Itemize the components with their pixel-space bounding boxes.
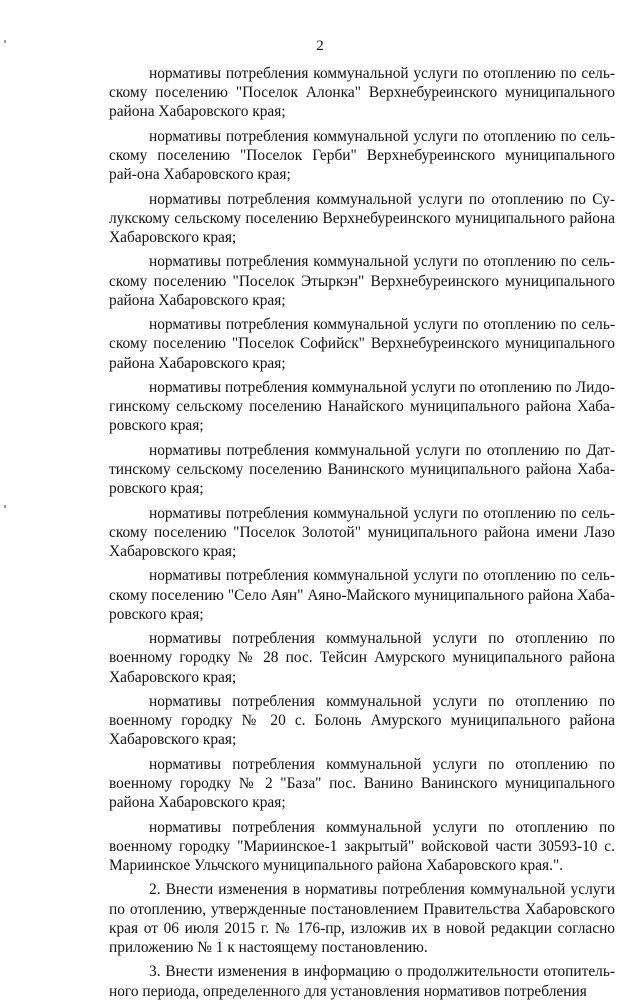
- paragraph-vanino: нормативы потребления коммунальной услуги по отоплению по военному городку № 2 "База" пос. Ванино Ванинского муниципального района Хабаровского края;: [109, 755, 615, 812]
- paragraph-bolon: нормативы потребления коммунальной услуги по отоплению по военному городку № 20 с. Болонь Амурского муниципального района Хабаровского края;: [109, 692, 615, 749]
- paragraph-ayan: нормативы потребления коммунальной услуги по отоплению по сель-скому поселению "Село Аян" Аяно-Майского муниципального района Хаба-ровского края;: [109, 567, 615, 623]
- paragraph-alonka: нормативы потребления коммунальной услуги по отоплению по сель-скому поселению "Поселок Алонка" Верхнебуреинского муниципального района Хабаровского края;: [109, 65, 615, 121]
- margin-mark: [4, 505, 6, 508]
- paragraph-datta: нормативы потребления коммунальной услуги по отоплению по Дат-тинскому сельскому поселению Ванинского муниципального района Хаба-ровского края;: [109, 441, 615, 498]
- paragraph-item-2: 2. Внести изменения в нормативы потребления коммунальной услуги по отоплению, утвержденные постановлением Правительства Хабаровского края от 06 июля 2015 г. № 176-пр, изложив их в новой редакции согласно приложению № 1 к настоящему постановлению.: [109, 881, 615, 956]
- document-body: [109, 64, 615, 1006]
- paragraph-item-3: 3. Внести изменения в информацию о продолжительности отопитель-ного периода, определенного для установления нормативов потребления: [109, 963, 615, 1000]
- paragraph-teysin: нормативы потребления коммунальной услуги по отоплению по военному городку № 28 пос. Тейсин Амурского муниципального района Хабаровского края;: [109, 630, 615, 686]
- paragraph-etyrken: нормативы потребления коммунальной услуги по отоплению по сель-скому поселению "Поселок Этыркэн" Верхнебуреинского муниципального района Хабаровского края;: [109, 253, 615, 309]
- paragraph-sofiysk: нормативы потребления коммунальной услуги по отоплению по сель-скому поселению "Поселок Софийск" Верхнебуреинского муниципального района Хабаровского края;: [109, 316, 615, 372]
- paragraph-suluk: нормативы потребления коммунальной услуги по отоплению по Су-лукскому сельскому поселению Верхнебуреинского муниципального района Хабаровского края;: [109, 190, 615, 246]
- page-number: 2: [316, 38, 324, 54]
- paragraph-gerbi: нормативы потребления коммунальной услуги по отоплению по сель-скому поселению "Поселок Герби" Верхнебуреинского муниципального рай-она Хабаровского края;: [109, 127, 615, 184]
- paragraph-lidoga: нормативы потребления коммунальной услуги по отоплению по Лидо-гинскому сельскому поселению Нанайского муниципального района Хаба-ровского края;: [109, 378, 615, 435]
- paragraph-mariinskoe: нормативы потребления коммунальной услуги по отоплению по военному городку "Мариинское-1 закрытый" войсковой части 30593-10 с. Мариинское Ульчского муниципального района Хабаровского края.".: [109, 818, 615, 874]
- paragraph-zolotoy: нормативы потребления коммунальной услуги по отоплению по сель-скому поселению "Поселок Золотой" муниципального района имени Лазо Хабаровского края;: [109, 504, 615, 560]
